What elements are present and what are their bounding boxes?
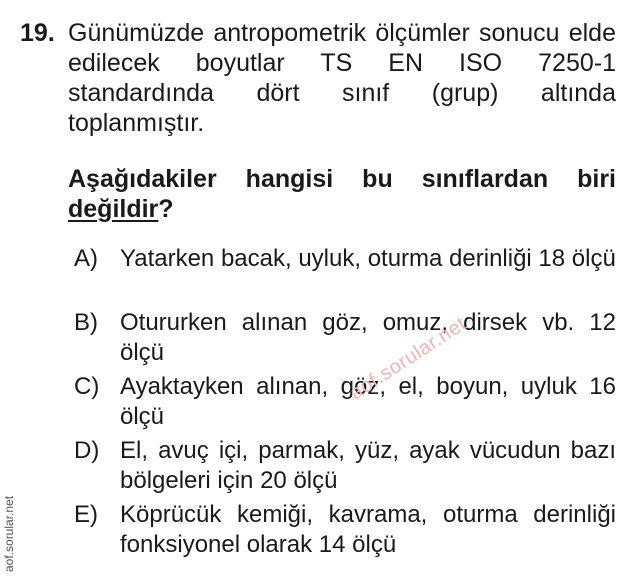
option-letter: E) (74, 501, 98, 528)
option-d[interactable] (0, 434, 640, 498)
prompt-question-mark: ? (158, 195, 174, 223)
prompt-negation: değildir (68, 195, 159, 223)
option-b[interactable] (0, 306, 640, 370)
option-text: Otururken alınan göz, omuz, dirsek vb. 12 ölçü (120, 309, 616, 366)
watermark-side: aof.sorular.net (2, 495, 16, 572)
prompt-text: Aşağıdakiler hangisi bu sınıflardan biri (68, 165, 616, 193)
option-letter: D) (74, 437, 100, 464)
option-text: Köprücük kemiği, kavrama, oturma derinliği fonksiyonel olarak 14 ölçü (120, 501, 616, 558)
option-e[interactable] (0, 498, 640, 562)
option-a[interactable] (0, 242, 640, 306)
question-prompt (68, 164, 616, 224)
option-text: Ayaktayken alınan, göz, el, boyun, uyluk 16 ölçü (120, 373, 616, 430)
option-letter: B) (74, 309, 98, 336)
answer-options (0, 242, 640, 562)
option-c[interactable] (0, 370, 640, 434)
watermark-center: aof.sorular.net (346, 312, 471, 405)
option-letter: C) (74, 373, 100, 400)
question-stem: Günümüzde antropometrik ölçümler sonucu elde edilecek boyutlar TS EN ISO 7250-1 standardında dört sınıf (grup) altında toplanmıştır. (68, 19, 616, 137)
question-number: 19. (20, 19, 55, 47)
option-text: Yatarken bacak, uyluk, oturma derinliği 18 ölçü (120, 245, 616, 272)
option-text: El, avuç içi, parmak, yüz, ayak vücudun bazı bölgeleri için 20 ölçü (120, 437, 616, 494)
option-letter: A) (74, 245, 98, 272)
